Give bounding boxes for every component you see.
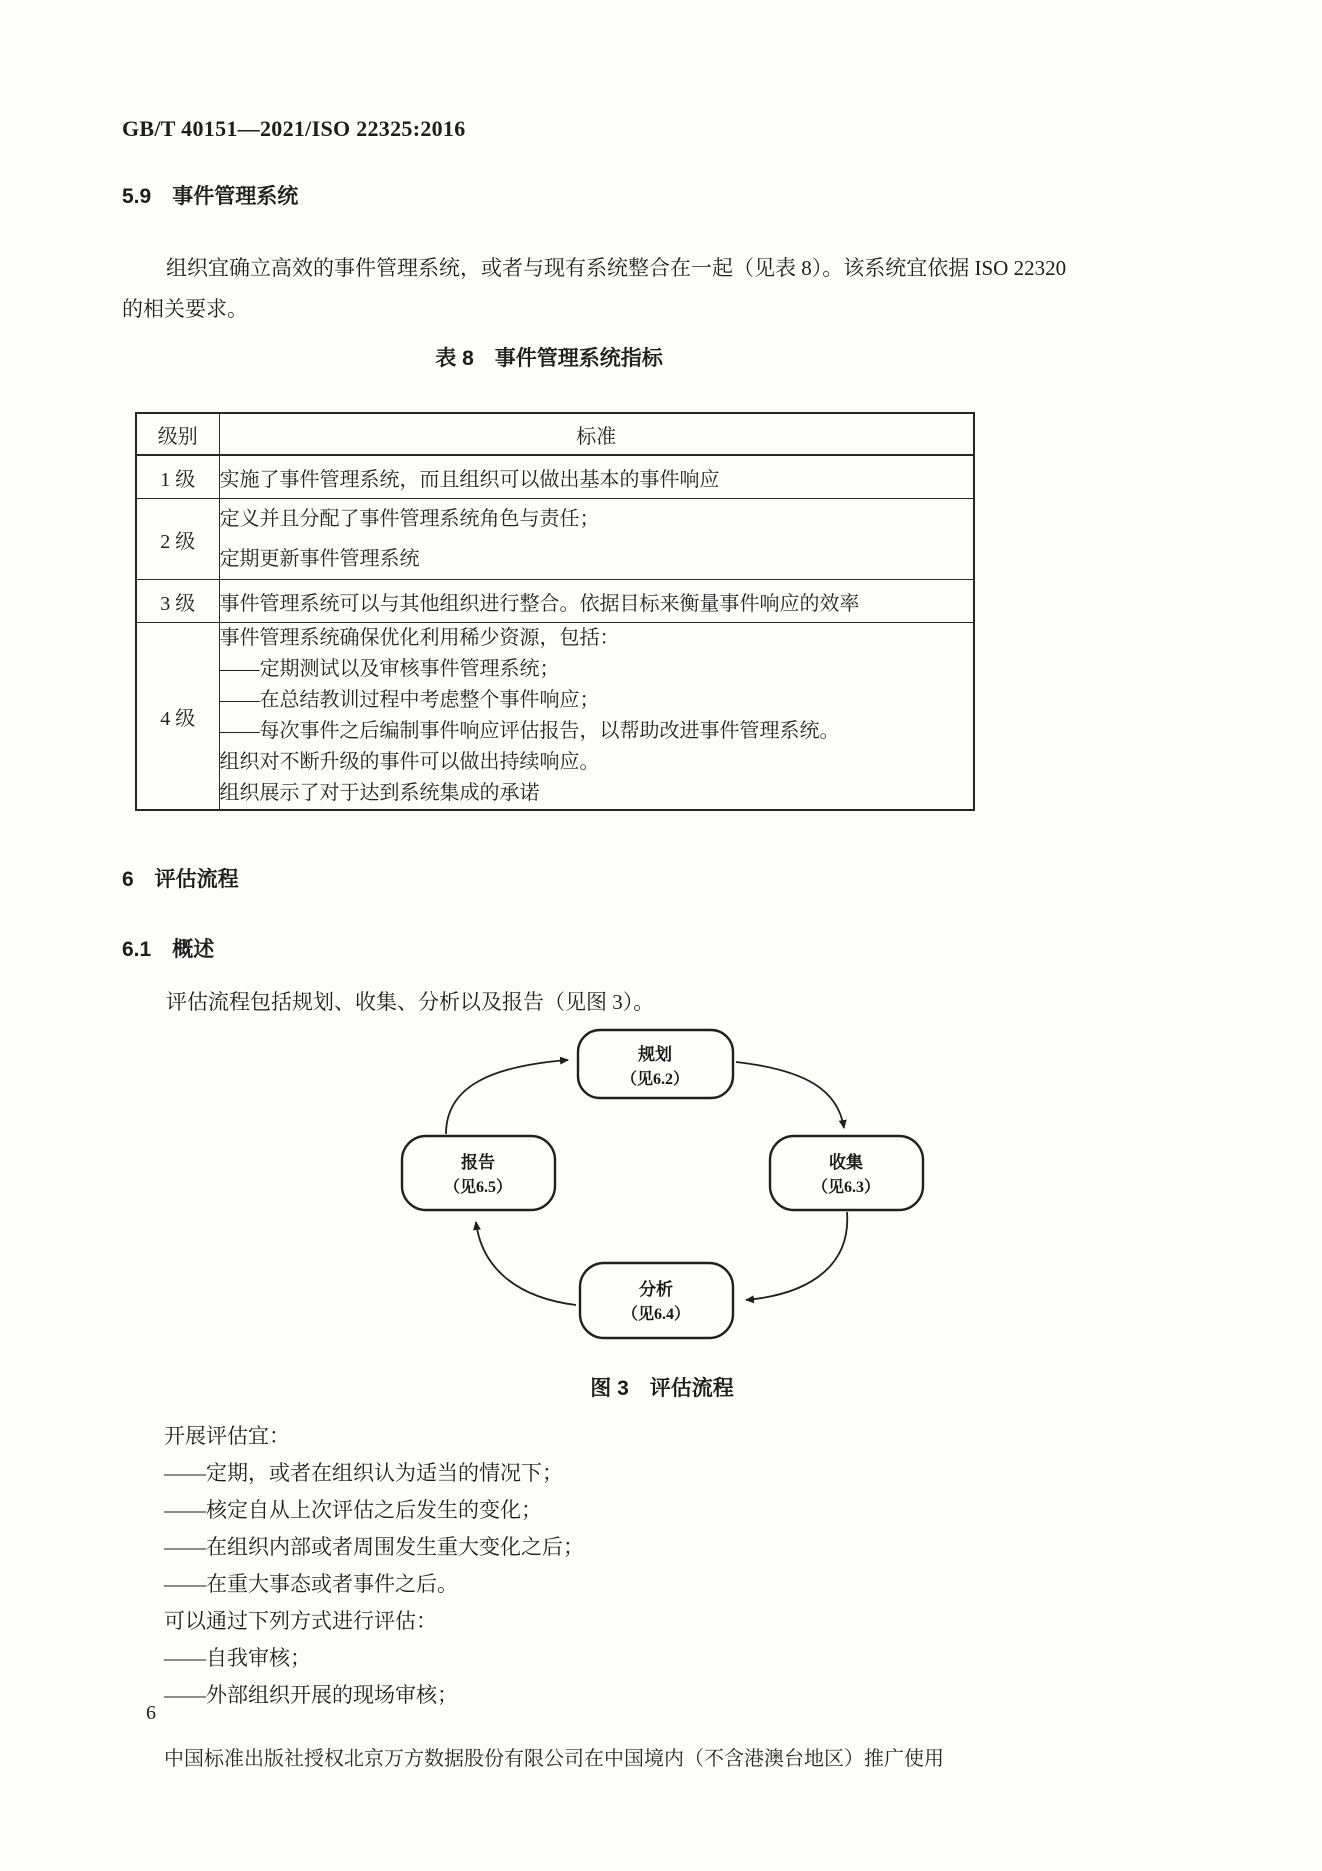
report-node-label: 报告 [461,1153,495,1172]
list-line: ——自我审核； [164,1646,311,1670]
report-node-ref: （见6.5） [443,1179,513,1196]
page-number: 6 [146,1702,156,1724]
arrow-analyze-to-report [476,1222,576,1305]
criteria-cell [219,623,974,811]
list-line: ——在组织内部或者周围发生重大变化之后； [164,1535,584,1559]
criteria-line: ——定期测试以及审核事件管理系统； [219,658,560,680]
list-line: ——核定自从上次评估之后发生的变化； [164,1498,542,1522]
report-node-box [402,1136,555,1210]
criteria-cell [219,499,974,580]
table-8-header-row [136,413,974,455]
table-8-title: 表 8 事件管理系统指标 [435,347,663,370]
table-8-column-header-criteria: 标准 [219,413,974,455]
collect-node-label: 收集 [829,1153,863,1172]
arrow-collect-to-analyze [746,1212,847,1300]
section-6-heading: 6 评估流程 [122,868,239,891]
table-row-level-1 [136,455,974,499]
analyze-node-box [580,1263,733,1338]
arrow-plan-to-collect [736,1062,844,1128]
table-row-level-2 [136,499,974,580]
figure-3-diagram [340,1018,980,1358]
criteria-line: 组织对不断升级的事件可以做出持续响应。 [219,751,600,773]
level-cell: 1 级 [136,455,219,499]
criteria-line: 事件管理系统可以与其他组织进行整合。依据目标来衡量事件响应的效率 [219,592,860,615]
criteria-line: 定期更新事件管理系统 [219,548,420,570]
list-line: ——在重大事态或者事件之后。 [164,1572,458,1596]
analyze-node-ref: （见6.4） [621,1306,691,1323]
arrow-report-to-plan [446,1060,568,1134]
section-5-9-paragraph-line-2: 的相关要求。 [122,297,248,321]
list-line: ——外部组织开展的现场审核； [164,1683,458,1707]
list-line: 开展评估宜： [164,1424,290,1448]
criteria-cell [219,580,974,623]
table-8-column-header-level: 级别 [136,413,219,455]
criteria-line: 事件管理系统确保优化利用稀少资源，包括： [219,627,620,649]
level-cell: 3 级 [136,580,219,623]
collect-node-ref: （见6.3） [811,1179,881,1196]
figure-3-caption: 图 3 评估流程 [590,1377,734,1400]
criteria-line: ——在总结教训过程中考虑整个事件响应； [219,689,600,711]
plan-node-label: 规划 [638,1045,672,1064]
list-line: ——定期，或者在组织认为适当的情况下； [164,1461,563,1485]
criteria-line: 定义并且分配了事件管理系统角色与责任； [219,508,600,530]
level-cell: 2 级 [136,499,219,580]
criteria-line: 组织展示了对于达到系统集成的承诺 [219,782,540,804]
table-row-level-3 [136,580,974,623]
analyze-node-label: 分析 [639,1280,673,1299]
section-6-1-intro: 评估流程包括规划、收集、分析以及报告（见图 3）。 [166,990,655,1014]
section-5-9-paragraph-line-1: 组织宜确立高效的事件管理系统，或者与现有系统整合在一起（见表 8）。该系统宜依据 ISO 22320 [166,256,1067,280]
table-row-level-4 [136,623,974,811]
table-8 [135,412,975,811]
assessment-guidance-list [164,1418,584,1714]
criteria-line: ——每次事件之后编制事件响应评估报告，以帮助改进事件管理系统。 [219,720,840,742]
section-6-1-heading: 6.1 概述 [122,938,215,961]
criteria-line: 实施了事件管理系统，而且组织可以做出基本的事件响应 [219,468,720,491]
criteria-cell [219,455,974,499]
footer-authorization: 中国标准出版社授权北京万方数据股份有限公司在中国境内（不含港澳台地区）推广使用 [164,1748,944,1770]
standard-number-header: GB/T 40151—2021/ISO 22325:2016 [122,116,466,141]
level-cell: 4 级 [136,623,219,811]
plan-node-ref: （见6.2） [620,1071,690,1088]
collect-node-box [770,1136,923,1210]
list-line: 可以通过下列方式进行评估： [164,1609,437,1633]
section-5-9-heading: 5.9 事件管理系统 [122,185,299,208]
